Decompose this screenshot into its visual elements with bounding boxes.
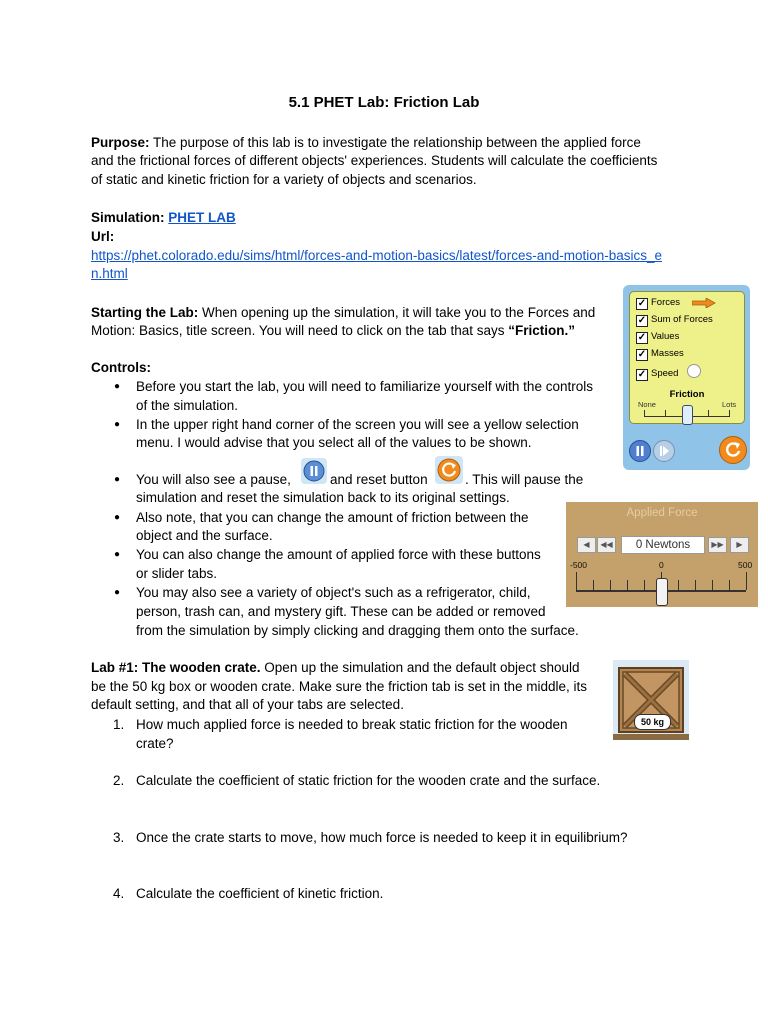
- friction-title: Friction: [669, 389, 705, 400]
- scale-tick: [627, 580, 628, 590]
- purpose-text-1: The purpose of this lab is to investigate the relationship between the applied force: [149, 135, 641, 150]
- scale-min-label: -500: [570, 560, 588, 570]
- bullet-2: ●: [114, 419, 121, 430]
- step-icon: [654, 441, 674, 461]
- checkbox-label: Masses: [651, 348, 684, 359]
- bullet-4-line-1: Also note, that you can change the amount of friction between the: [136, 510, 529, 525]
- purpose-line-1: [91, 134, 641, 152]
- scale-tick: [729, 580, 730, 590]
- bullet-3-text-post: . This will pause the: [465, 472, 584, 487]
- checkbox-check: ✓: [637, 349, 647, 360]
- speedometer-icon: [687, 364, 701, 378]
- forces-checkbox-menu: [629, 291, 745, 424]
- question-4-text: Calculate the coefficient of kinetic friction.: [136, 886, 384, 901]
- lab1-line-2: be the 50 kg box or wooden crate. Make sure the friction tab is set in the middle, its: [91, 679, 588, 694]
- pause-icon: [630, 441, 650, 461]
- pause-icon-inline: [301, 458, 327, 484]
- reset-button[interactable]: [719, 436, 747, 464]
- lab1-text-1: Open up the simulation and the default object should: [260, 660, 580, 675]
- purpose-label: Purpose:: [91, 135, 150, 150]
- scale-tick: [712, 580, 713, 590]
- checkbox-label: Values: [651, 331, 680, 342]
- bullet-2-line-2: menu. I would advise that you select all of the values to be shown.: [136, 435, 532, 450]
- slider-tick: [729, 410, 730, 416]
- bullet-6: ●: [114, 587, 121, 598]
- bullet-5-line-2: or slider tabs.: [136, 566, 218, 581]
- scale-tick: [695, 580, 696, 590]
- friction-tab-name: “Friction.”: [508, 323, 575, 338]
- starting-line-1: [91, 304, 595, 322]
- lab1-label: Lab #1: The wooden crate.: [91, 660, 261, 675]
- checkbox-check: ✓: [637, 369, 647, 380]
- checkbox-check: ✓: [637, 332, 647, 343]
- question-2-text: Calculate the coefficient of static friction for the wooden crate and the surface.: [136, 773, 601, 788]
- step-button[interactable]: [653, 440, 675, 462]
- checkbox-check: ✓: [637, 298, 647, 309]
- bullet-3: ●: [114, 474, 121, 485]
- reset-icon: [720, 437, 746, 463]
- decrease-large-button[interactable]: ◀◀: [597, 537, 616, 553]
- url-link-line-1[interactable]: https://phet.colorado.edu/sims/html/forces-and-motion-basics/latest/forces-and-motion-basics_e: [91, 248, 663, 263]
- checkbox-label: Sum of Forces: [651, 314, 713, 325]
- checkbox-values[interactable]: [636, 329, 679, 345]
- applied-force-value[interactable]: 0 Newtons: [621, 536, 705, 554]
- question-3-number: 3.: [113, 830, 125, 845]
- bullet-1-line-2: of the simulation.: [136, 398, 239, 413]
- crate-mass-label: 50 kg: [634, 714, 671, 730]
- checkbox-masses[interactable]: [636, 346, 684, 362]
- scale-tick: [644, 580, 645, 590]
- question-4-number: 4.: [113, 886, 125, 901]
- question-1-line-2: crate?: [136, 736, 174, 751]
- bullet-5: ●: [114, 549, 121, 560]
- bullet-3-line-2: simulation and reset the simulation back to its original settings.: [136, 490, 510, 505]
- starting-text-2: Motion: Basics, title screen. You will need to click on the tab that says: [91, 323, 509, 338]
- pause-button[interactable]: [629, 440, 651, 462]
- question-2-number: 2.: [113, 773, 125, 788]
- scale-max-label: 500: [738, 560, 753, 570]
- starting-text-1: When opening up the simulation, it will take you to the Forces and: [198, 305, 596, 320]
- starting-label: Starting the Lab:: [91, 305, 199, 320]
- bullet-6-line-1: You may also see a variety of object's such as a refrigerator, child,: [136, 585, 531, 600]
- wooden-crate-image: [613, 660, 689, 740]
- friction-lots-label: Lots: [722, 400, 737, 409]
- page-title: 5.1 PHET Lab: Friction Lab: [288, 94, 480, 111]
- phet-lab-link[interactable]: PHET LAB: [168, 210, 236, 225]
- applied-force-slider-thumb[interactable]: [656, 578, 668, 606]
- question-1-line-1: How much applied force is needed to break static friction for the wooden: [136, 717, 568, 732]
- checkbox-label: Forces: [651, 297, 681, 308]
- checkbox-forces[interactable]: [636, 295, 680, 311]
- simulation-label: Simulation:: [91, 210, 165, 225]
- slider-tick: [708, 410, 709, 416]
- bullet-1-line-1: Before you start the lab, you will need to familiarize yourself with the controls: [136, 379, 593, 394]
- bullet-6-line-2: person, trash can, and mystery gift. These can be added or removed: [136, 604, 546, 619]
- scale-mid-label: 0: [659, 560, 664, 570]
- decrease-small-button[interactable]: ◀: [577, 537, 596, 553]
- url-label: Url:: [91, 229, 115, 244]
- bullet-4: ●: [114, 512, 121, 523]
- checkbox-speed[interactable]: [636, 364, 701, 380]
- bullet-4-line-2: object and the surface.: [136, 528, 273, 543]
- scale-tick: [576, 572, 577, 590]
- bullet-3-text-mid: and reset button: [330, 472, 428, 487]
- lab1-line-3: default setting, and that all of your tabs are selected.: [91, 697, 404, 712]
- starting-line-2: [91, 322, 575, 340]
- increase-small-button[interactable]: ▶: [730, 537, 749, 553]
- scale-tick: [610, 580, 611, 590]
- lab1-line-1: [91, 659, 580, 677]
- arrow-right-icon: [692, 298, 716, 308]
- bullet-1: ●: [114, 381, 121, 392]
- slider-tick: [665, 410, 666, 416]
- purpose-line-3: of static and kinetic friction for a variety of objects and scenarios.: [91, 172, 477, 187]
- scale-tick: [593, 580, 594, 590]
- reset-icon-inline: [435, 456, 463, 484]
- scale-tick: [678, 580, 679, 590]
- forces-panel-image: [623, 285, 750, 470]
- checkbox-label: Speed: [651, 368, 679, 379]
- simulation-line: [91, 209, 236, 227]
- bullet-2-line-1: In the upper right hand corner of the screen you will see a yellow selection: [136, 417, 579, 432]
- increase-large-button[interactable]: ▶▶: [708, 537, 727, 553]
- bullet-3-text-pre: You will also see a pause,: [136, 472, 291, 487]
- scale-tick: [746, 572, 747, 590]
- applied-force-panel-image: [566, 502, 758, 607]
- url-link-line-2[interactable]: n.html: [91, 266, 128, 281]
- friction-slider-thumb[interactable]: [682, 405, 693, 425]
- purpose-line-2: and the frictional forces of different objects' experiences. Students will calculate the coefficients: [91, 153, 658, 168]
- question-3-text: Once the crate starts to move, how much force is needed to keep it in equilibrium?: [136, 830, 628, 845]
- slider-tick: [644, 410, 645, 416]
- checkbox-sum-of-forces[interactable]: [636, 312, 713, 328]
- bullet-6-line-3: from the simulation by simply clicking and dragging them onto the surface.: [136, 623, 579, 638]
- applied-force-title: Applied Force: [626, 507, 698, 519]
- question-1-number: 1.: [113, 717, 125, 732]
- checkbox-check: ✓: [637, 315, 647, 326]
- controls-heading: Controls:: [91, 360, 151, 375]
- bullet-5-line-1: You can also change the amount of applied force with these buttons: [136, 547, 541, 562]
- friction-none-label: None: [638, 400, 656, 409]
